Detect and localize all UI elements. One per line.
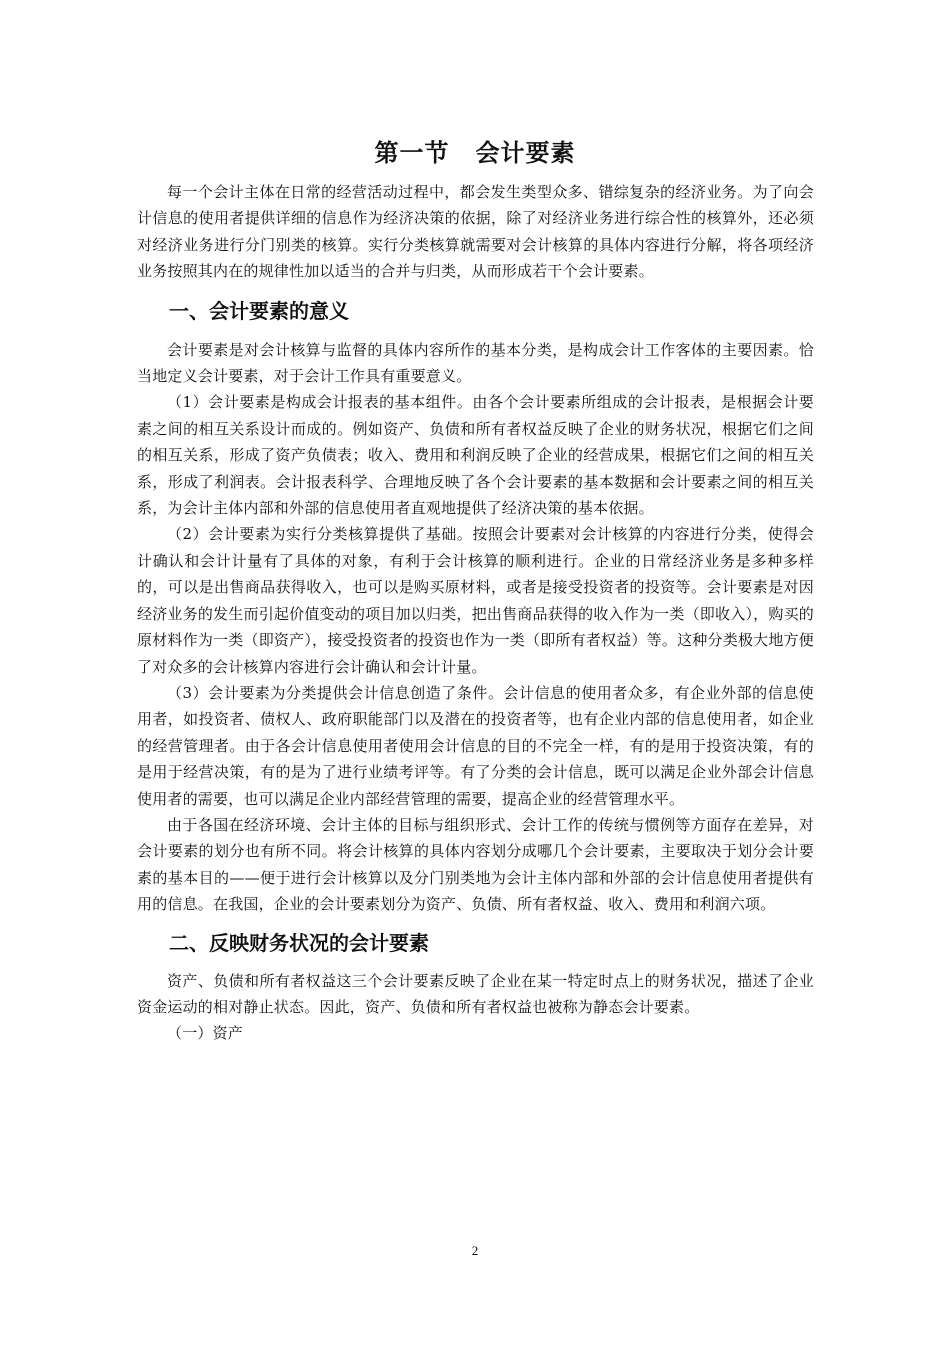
title-part1: 第一节 bbox=[374, 139, 450, 167]
intro-paragraph: 每一个会计主体在日常的经营活动过程中，都会发生类型众多、错综复杂的经济业务。为了向会计信息的使用者提供详细的信息作为经济决策的依据，除了对经济业务进行综合性的核算外，还必须对经济业务进行分门别类的核算。实行分类核算就需要对会计核算的具体内容进行分解，将各项经济业务按照其内在的规律性加以适当的合并与归类，从而形成若干个会计要素。 bbox=[137, 183, 814, 281]
section2-subheading-assets: （一）资产 bbox=[167, 1024, 244, 1043]
section1-paragraph-3: （2）会计要素为实行分类核算提供了基础。按照会计要素对会计核算的内容进行分类，使得会计确认和会计计量有了具体的对象，有利于会计核算的顺利进行。企业的日常经济业务是多种多样的，可以是出售商品获得收入，也可以是购买原材料，或者是接受投资者的投资等。会计要素是对因经济业务的发生而引起价值变动的项目加以归类，把出售商品获得的收入作为一类（即收入），购买的原材料作为一类（即资产），接受投资者的投资也作为一类（即所有者权益）等。这种分类极大地方便了对众多的会计核算内容进行会计确认和会计计量。 bbox=[137, 525, 814, 676]
section1-paragraph-2: （1）会计要素是构成会计报表的基本组件。由各个会计要素所组成的会计报表，是根据会计要素之间的相互关系设计而成的。例如资产、负债和所有者权益反映了企业的财务状况，根据它们之间的相互关系，形成了资产负债表；收入、费用和利润反映了企业的经营成果，根据它们之间的相互关系，形成了利润表。会计报表科学、合理地反映了各个会计要素的基本数据和会计要素之间的相互关系，为会计主体内部和外部的信息使用者直观地提供了经济决策的基本依据。 bbox=[137, 393, 814, 518]
page-title bbox=[0, 133, 950, 168]
section2-paragraph-1: 资产、负债和所有者权益这三个会计要素反映了企业在某一特定时点上的财务状况，描述了企业资金运动的相对静止状态。因此，资产、负债和所有者权益也被称为静态会计要素。 bbox=[137, 971, 814, 1016]
section2-heading: 二、反映财务状况的会计要素 bbox=[169, 930, 429, 955]
section1-paragraph-1: 会计要素是对会计核算与监督的具体内容所作的基本分类，是构成会计工作客体的主要因素。恰当地定义会计要素，对于会计工作具有重要意义。 bbox=[137, 340, 814, 386]
title-part2: 会计要素 bbox=[475, 139, 576, 167]
section1-paragraph-5: 由于各国在经济环境、会计主体的目标与组织形式、会计工作的传统与惯例等方面存在差异，对会计要素的划分也有所不同。将会计核算的具体内容划分成哪几个会计要素，主要取决于划分会计要素的基本目的——便于进行会计核算以及分门别类地为会计主体内部和外部的会计信息使用者提供有用的信息。在我国，企业的会计要素划分为资产、负债、所有者权益、收入、费用和利润六项。 bbox=[137, 815, 814, 914]
section1-paragraph-4: （3）会计要素为分类提供会计信息创造了条件。会计信息的使用者众多，有企业外部的信息使用者，如投资者、债权人、政府职能部门以及潜在的投资者等，也有企业内部的信息使用者，如企业的经营管理者。由于各会计信息使用者使用会计信息的目的不完全一样，有的是用于投资决策，有的是用于经营决策，有的是为了进行业绩考评等。有了分类的会计信息，既可以满足企业外部会计信息使用者的需要，也可以满足企业内部经营管理的需要，提高企业的经营管理水平。 bbox=[137, 683, 814, 808]
section1-heading: 一、会计要素的意义 bbox=[169, 298, 349, 323]
page-number: 2 bbox=[471, 1243, 479, 1258]
document-body bbox=[137, 179, 814, 1047]
